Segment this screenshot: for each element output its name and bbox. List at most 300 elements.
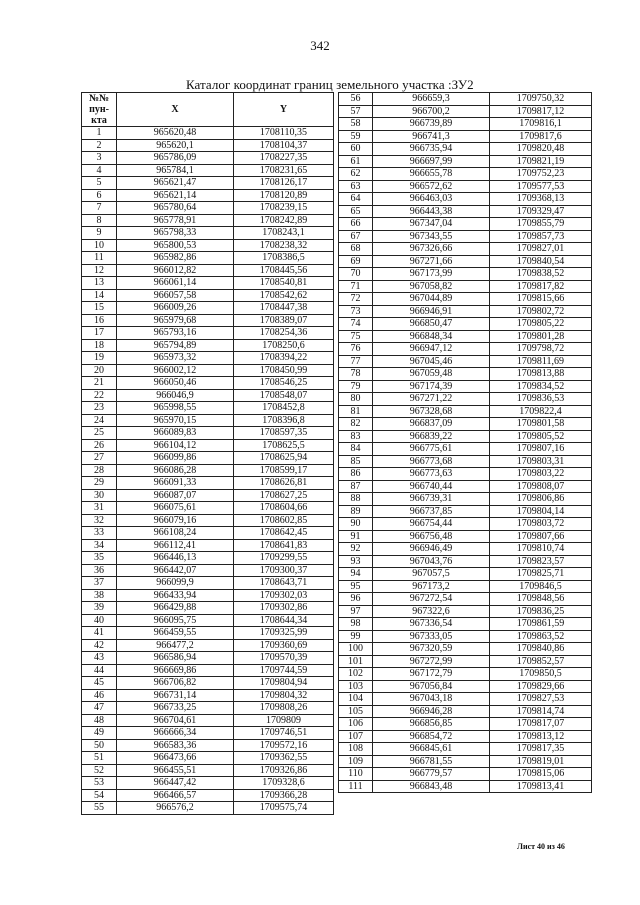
y-coordinate-cell: 1708641,83 xyxy=(234,539,334,552)
x-coordinate-cell: 966731,14 xyxy=(117,689,234,702)
y-coordinate-cell: 1709577,53 xyxy=(490,180,592,193)
y-coordinate-cell: 1708110,35 xyxy=(234,127,334,140)
point-number-cell: 76 xyxy=(339,343,373,356)
table-row xyxy=(339,105,592,118)
x-coordinate-cell: 966087,07 xyxy=(117,489,234,502)
x-coordinate-cell: 966946,28 xyxy=(373,705,490,718)
table-row xyxy=(82,502,334,515)
point-number-cell: 2 xyxy=(82,139,117,152)
point-number-cell: 27 xyxy=(82,452,117,465)
y-coordinate-cell: 1708242,89 xyxy=(234,214,334,227)
y-column-header: Y xyxy=(234,93,334,127)
x-coordinate-cell: 966843,48 xyxy=(373,780,490,793)
point-number-cell: 65 xyxy=(339,205,373,218)
y-coordinate-cell: 1708643,71 xyxy=(234,577,334,590)
point-number-cell: 74 xyxy=(339,318,373,331)
table-row xyxy=(82,664,334,677)
x-coordinate-cell: 966740,44 xyxy=(373,480,490,493)
table-row xyxy=(82,214,334,227)
y-coordinate-cell: 1709803,31 xyxy=(490,455,592,468)
x-coordinate-cell: 966754,44 xyxy=(373,518,490,531)
y-coordinate-cell: 1709746,51 xyxy=(234,727,334,740)
point-number-cell: 5 xyxy=(82,177,117,190)
table-row xyxy=(82,464,334,477)
table-row xyxy=(339,155,592,168)
y-coordinate-cell: 1708625,94 xyxy=(234,452,334,465)
y-coordinate-cell: 1708250,6 xyxy=(234,339,334,352)
point-number-cell: 8 xyxy=(82,214,117,227)
point-number-cell: 91 xyxy=(339,530,373,543)
table-row xyxy=(82,552,334,565)
table-row xyxy=(82,477,334,490)
point-number-cell: 24 xyxy=(82,414,117,427)
point-number-cell: 45 xyxy=(82,677,117,690)
y-coordinate-cell: 1708396,8 xyxy=(234,414,334,427)
sheet-footer: Лист 40 из 46 xyxy=(517,842,565,851)
table-row xyxy=(82,527,334,540)
table-row xyxy=(339,318,592,331)
point-number-cell: 10 xyxy=(82,239,117,252)
table-row xyxy=(82,364,334,377)
y-coordinate-cell: 1709329,47 xyxy=(490,205,592,218)
x-coordinate-cell: 966704,61 xyxy=(117,714,234,727)
point-number-cell: 28 xyxy=(82,464,117,477)
x-coordinate-cell: 967057,5 xyxy=(373,568,490,581)
table-row xyxy=(82,402,334,415)
x-coordinate-cell: 966779,57 xyxy=(373,768,490,781)
table-row xyxy=(339,405,592,418)
table-row xyxy=(82,564,334,577)
x-coordinate-cell: 965979,68 xyxy=(117,314,234,327)
table-row xyxy=(82,514,334,527)
table-row xyxy=(339,443,592,456)
x-coordinate-cell: 965786,09 xyxy=(117,152,234,165)
x-coordinate-cell: 965780,64 xyxy=(117,202,234,215)
x-coordinate-cell: 966429,88 xyxy=(117,602,234,615)
x-coordinate-cell: 967271,66 xyxy=(373,255,490,268)
point-number-cell: 66 xyxy=(339,218,373,231)
y-coordinate-cell: 1709804,14 xyxy=(490,505,592,518)
table-row xyxy=(339,293,592,306)
point-number-cell: 68 xyxy=(339,243,373,256)
point-number-cell: 15 xyxy=(82,302,117,315)
table-row xyxy=(339,555,592,568)
y-coordinate-cell: 1708546,25 xyxy=(234,377,334,390)
point-number-cell: 13 xyxy=(82,277,117,290)
table-row xyxy=(339,580,592,593)
point-number-cell: 3 xyxy=(82,152,117,165)
point-number-cell: 70 xyxy=(339,268,373,281)
table-row xyxy=(82,739,334,752)
y-coordinate-cell: 1709827,01 xyxy=(490,243,592,256)
table-row xyxy=(82,764,334,777)
point-number-cell: 35 xyxy=(82,552,117,565)
table-row xyxy=(339,243,592,256)
table-row xyxy=(82,702,334,715)
table-row xyxy=(339,618,592,631)
table-row xyxy=(339,193,592,206)
x-coordinate-cell: 966775,61 xyxy=(373,443,490,456)
table-row xyxy=(339,218,592,231)
point-number-cell: 82 xyxy=(339,418,373,431)
y-coordinate-cell: 1709861,59 xyxy=(490,618,592,631)
point-number-cell: 110 xyxy=(339,768,373,781)
x-coordinate-cell: 966946,49 xyxy=(373,543,490,556)
y-coordinate-cell: 1709829,66 xyxy=(490,680,592,693)
x-coordinate-cell: 966839,22 xyxy=(373,430,490,443)
table-header-row xyxy=(82,93,334,127)
x-coordinate-cell: 966057,58 xyxy=(117,289,234,302)
table-row xyxy=(339,655,592,668)
y-coordinate-cell: 1709813,88 xyxy=(490,368,592,381)
y-coordinate-cell: 1709575,74 xyxy=(234,802,334,815)
table-row xyxy=(82,189,334,202)
table-row xyxy=(339,93,592,106)
point-number-cell: 105 xyxy=(339,705,373,718)
y-coordinate-cell: 1708227,35 xyxy=(234,152,334,165)
point-number-cell: 59 xyxy=(339,130,373,143)
point-number-cell: 12 xyxy=(82,264,117,277)
y-coordinate-cell: 1708602,85 xyxy=(234,514,334,527)
x-coordinate-cell: 966104,12 xyxy=(117,439,234,452)
point-number-cell: 88 xyxy=(339,493,373,506)
point-number-cell: 9 xyxy=(82,227,117,240)
point-number-cell: 58 xyxy=(339,118,373,131)
point-number-header-line1: №№ xyxy=(88,93,110,104)
table-row xyxy=(339,730,592,743)
x-coordinate-cell: 966850,47 xyxy=(373,318,490,331)
point-number-cell: 73 xyxy=(339,305,373,318)
table-row xyxy=(339,255,592,268)
table-row xyxy=(339,430,592,443)
x-coordinate-cell: 966854,72 xyxy=(373,730,490,743)
table-row xyxy=(82,452,334,465)
y-coordinate-cell: 1709863,52 xyxy=(490,630,592,643)
x-coordinate-cell: 966837,09 xyxy=(373,418,490,431)
y-coordinate-cell: 1708548,07 xyxy=(234,389,334,402)
y-coordinate-cell: 1709801,58 xyxy=(490,418,592,431)
y-coordinate-cell: 1708238,32 xyxy=(234,239,334,252)
x-coordinate-cell: 966773,68 xyxy=(373,455,490,468)
y-coordinate-cell: 1709302,03 xyxy=(234,589,334,602)
point-number-cell: 96 xyxy=(339,593,373,606)
table-row xyxy=(339,705,592,718)
point-number-cell: 47 xyxy=(82,702,117,715)
table-row xyxy=(339,380,592,393)
point-number-cell: 72 xyxy=(339,293,373,306)
y-coordinate-cell: 1708604,66 xyxy=(234,502,334,515)
x-coordinate-cell: 967045,46 xyxy=(373,355,490,368)
point-number-cell: 103 xyxy=(339,680,373,693)
table-row xyxy=(82,202,334,215)
point-number-cell: 49 xyxy=(82,727,117,740)
y-coordinate-cell: 1709802,72 xyxy=(490,305,592,318)
x-coordinate-cell: 966741,3 xyxy=(373,130,490,143)
y-coordinate-cell: 1709838,52 xyxy=(490,268,592,281)
x-coordinate-cell: 966442,07 xyxy=(117,564,234,577)
table-row xyxy=(82,427,334,440)
x-coordinate-cell: 965778,91 xyxy=(117,214,234,227)
y-coordinate-cell: 1709744,59 xyxy=(234,664,334,677)
y-coordinate-cell: 1708243,1 xyxy=(234,227,334,240)
point-number-cell: 79 xyxy=(339,380,373,393)
x-coordinate-cell: 966455,51 xyxy=(117,764,234,777)
point-number-cell: 38 xyxy=(82,589,117,602)
table-row xyxy=(82,127,334,140)
point-number-cell: 95 xyxy=(339,580,373,593)
table-row xyxy=(82,302,334,315)
table-row xyxy=(339,205,592,218)
x-coordinate-cell: 966108,24 xyxy=(117,527,234,540)
x-coordinate-cell: 967347,04 xyxy=(373,218,490,231)
point-number-cell: 30 xyxy=(82,489,117,502)
point-number-cell: 18 xyxy=(82,339,117,352)
table-row xyxy=(82,802,334,815)
x-column-header: X xyxy=(117,93,234,127)
y-coordinate-cell: 1708239,15 xyxy=(234,202,334,215)
y-coordinate-cell: 1709809 xyxy=(234,714,334,727)
point-number-cell: 99 xyxy=(339,630,373,643)
point-number-cell: 22 xyxy=(82,389,117,402)
x-coordinate-cell: 966576,2 xyxy=(117,802,234,815)
table-row xyxy=(339,168,592,181)
x-coordinate-cell: 966112,41 xyxy=(117,539,234,552)
x-coordinate-cell: 966739,31 xyxy=(373,493,490,506)
y-coordinate-cell: 1708389,07 xyxy=(234,314,334,327)
point-number-cell: 29 xyxy=(82,477,117,490)
point-number-cell: 7 xyxy=(82,202,117,215)
table-row xyxy=(82,639,334,652)
y-coordinate-cell: 1709750,32 xyxy=(490,93,592,106)
y-coordinate-cell: 1708540,81 xyxy=(234,277,334,290)
y-coordinate-cell: 1708394,22 xyxy=(234,352,334,365)
x-coordinate-cell: 966473,66 xyxy=(117,752,234,765)
table-row xyxy=(82,714,334,727)
x-coordinate-cell: 965982,86 xyxy=(117,252,234,265)
y-coordinate-cell: 1709325,99 xyxy=(234,627,334,640)
table-row xyxy=(82,789,334,802)
y-coordinate-cell: 1709299,55 xyxy=(234,552,334,565)
table-row xyxy=(82,489,334,502)
x-coordinate-cell: 966443,38 xyxy=(373,205,490,218)
x-coordinate-cell: 967173,99 xyxy=(373,268,490,281)
point-number-cell: 52 xyxy=(82,764,117,777)
y-coordinate-cell: 1709836,53 xyxy=(490,393,592,406)
x-coordinate-cell: 966459,55 xyxy=(117,627,234,640)
point-number-cell: 46 xyxy=(82,689,117,702)
y-coordinate-cell: 1709815,06 xyxy=(490,768,592,781)
table-row xyxy=(82,339,334,352)
x-coordinate-cell: 965620,1 xyxy=(117,139,234,152)
x-coordinate-cell: 965621,47 xyxy=(117,177,234,190)
table-row xyxy=(82,727,334,740)
y-coordinate-cell: 1709813,41 xyxy=(490,780,592,793)
y-coordinate-cell: 1709804,32 xyxy=(234,689,334,702)
table-row xyxy=(339,355,592,368)
y-coordinate-cell: 1709806,86 xyxy=(490,493,592,506)
point-number-cell: 89 xyxy=(339,505,373,518)
y-coordinate-cell: 1709846,5 xyxy=(490,580,592,593)
point-number-cell: 33 xyxy=(82,527,117,540)
table-row xyxy=(339,230,592,243)
x-coordinate-cell: 966733,25 xyxy=(117,702,234,715)
point-number-cell: 42 xyxy=(82,639,117,652)
table-row xyxy=(339,268,592,281)
y-coordinate-cell: 1709840,86 xyxy=(490,643,592,656)
x-coordinate-cell: 966739,89 xyxy=(373,118,490,131)
y-coordinate-cell: 1709820,48 xyxy=(490,143,592,156)
x-coordinate-cell: 966735,94 xyxy=(373,143,490,156)
y-coordinate-cell: 1709822,4 xyxy=(490,405,592,418)
table-row xyxy=(82,539,334,552)
x-coordinate-cell: 965798,33 xyxy=(117,227,234,240)
x-coordinate-cell: 966477,2 xyxy=(117,639,234,652)
x-coordinate-cell: 965621,14 xyxy=(117,189,234,202)
y-coordinate-cell: 1708450,99 xyxy=(234,364,334,377)
point-number-cell: 61 xyxy=(339,155,373,168)
x-coordinate-cell: 967173,2 xyxy=(373,580,490,593)
table-row xyxy=(339,718,592,731)
point-number-cell: 60 xyxy=(339,143,373,156)
x-coordinate-cell: 966086,28 xyxy=(117,464,234,477)
x-coordinate-cell: 966447,42 xyxy=(117,777,234,790)
point-number-cell: 104 xyxy=(339,693,373,706)
y-coordinate-cell: 1709366,28 xyxy=(234,789,334,802)
point-number-cell: 77 xyxy=(339,355,373,368)
table-row xyxy=(82,589,334,602)
x-coordinate-cell: 966061,14 xyxy=(117,277,234,290)
table-row xyxy=(82,152,334,165)
point-number-cell: 37 xyxy=(82,577,117,590)
table-row xyxy=(82,389,334,402)
point-number-cell: 106 xyxy=(339,718,373,731)
x-coordinate-cell: 966572,62 xyxy=(373,180,490,193)
table-row xyxy=(339,593,592,606)
x-coordinate-cell: 967322,6 xyxy=(373,605,490,618)
point-number-cell: 111 xyxy=(339,780,373,793)
point-number-cell: 98 xyxy=(339,618,373,631)
y-coordinate-cell: 1709848,56 xyxy=(490,593,592,606)
y-coordinate-cell: 1709808,07 xyxy=(490,480,592,493)
table-row xyxy=(339,455,592,468)
x-coordinate-cell: 967043,18 xyxy=(373,693,490,706)
y-coordinate-cell: 1709816,1 xyxy=(490,118,592,131)
y-coordinate-cell: 1709823,57 xyxy=(490,555,592,568)
y-coordinate-cell: 1708627,25 xyxy=(234,489,334,502)
x-coordinate-cell: 967174,39 xyxy=(373,380,490,393)
table-row xyxy=(82,277,334,290)
point-number-cell: 107 xyxy=(339,730,373,743)
y-coordinate-cell: 1709817,07 xyxy=(490,718,592,731)
x-coordinate-cell: 966583,36 xyxy=(117,739,234,752)
x-coordinate-cell: 967058,82 xyxy=(373,280,490,293)
y-coordinate-cell: 1708386,5 xyxy=(234,252,334,265)
y-coordinate-cell: 1709328,6 xyxy=(234,777,334,790)
point-number-cell: 25 xyxy=(82,427,117,440)
y-coordinate-cell: 1708599,17 xyxy=(234,464,334,477)
point-number-cell: 93 xyxy=(339,555,373,568)
x-coordinate-cell: 965973,32 xyxy=(117,352,234,365)
y-coordinate-cell: 1708626,81 xyxy=(234,477,334,490)
point-number-cell: 63 xyxy=(339,180,373,193)
table-row xyxy=(339,605,592,618)
x-coordinate-cell: 966095,75 xyxy=(117,614,234,627)
table-row xyxy=(339,743,592,756)
table-row xyxy=(82,414,334,427)
page-number: 342 xyxy=(310,38,330,53)
table-row xyxy=(339,330,592,343)
table-row xyxy=(339,305,592,318)
x-coordinate-cell: 966848,34 xyxy=(373,330,490,343)
y-coordinate-cell: 1709827,53 xyxy=(490,693,592,706)
point-number-cell: 50 xyxy=(82,739,117,752)
point-number-cell: 11 xyxy=(82,252,117,265)
x-coordinate-cell: 966737,85 xyxy=(373,505,490,518)
point-number-cell: 31 xyxy=(82,502,117,515)
x-coordinate-cell: 966012,82 xyxy=(117,264,234,277)
point-number-cell: 1 xyxy=(82,127,117,140)
x-coordinate-cell: 966586,94 xyxy=(117,652,234,665)
point-number-cell: 4 xyxy=(82,164,117,177)
y-coordinate-cell: 1708642,45 xyxy=(234,527,334,540)
point-number-cell: 43 xyxy=(82,652,117,665)
point-number-cell: 86 xyxy=(339,468,373,481)
point-number-cell: 55 xyxy=(82,802,117,815)
x-coordinate-cell: 966756,48 xyxy=(373,530,490,543)
point-number-cell: 16 xyxy=(82,314,117,327)
x-coordinate-cell: 966466,57 xyxy=(117,789,234,802)
x-coordinate-cell: 966075,61 xyxy=(117,502,234,515)
x-coordinate-cell: 966433,94 xyxy=(117,589,234,602)
point-number-cell: 64 xyxy=(339,193,373,206)
x-coordinate-cell: 966669,86 xyxy=(117,664,234,677)
table-row xyxy=(82,614,334,627)
point-number-cell: 19 xyxy=(82,352,117,365)
y-coordinate-cell: 1709817,35 xyxy=(490,743,592,756)
x-coordinate-cell: 966046,9 xyxy=(117,389,234,402)
table-row xyxy=(339,780,592,793)
x-coordinate-cell: 966050,46 xyxy=(117,377,234,390)
point-number-cell: 80 xyxy=(339,393,373,406)
y-coordinate-cell: 1708452,8 xyxy=(234,402,334,415)
x-coordinate-cell: 965998,55 xyxy=(117,402,234,415)
table-row xyxy=(82,652,334,665)
x-coordinate-cell: 965800,53 xyxy=(117,239,234,252)
table-row xyxy=(339,543,592,556)
table-row xyxy=(82,139,334,152)
y-coordinate-cell: 1709811,69 xyxy=(490,355,592,368)
x-coordinate-cell: 966009,26 xyxy=(117,302,234,315)
x-coordinate-cell: 965793,16 xyxy=(117,327,234,340)
y-coordinate-cell: 1708120,89 xyxy=(234,189,334,202)
table-row xyxy=(339,130,592,143)
x-coordinate-cell: 967320,59 xyxy=(373,643,490,656)
y-coordinate-cell: 1709803,22 xyxy=(490,468,592,481)
table-row xyxy=(339,468,592,481)
x-coordinate-cell: 967326,66 xyxy=(373,243,490,256)
x-coordinate-cell: 967172,79 xyxy=(373,668,490,681)
point-number-cell: 44 xyxy=(82,664,117,677)
x-coordinate-cell: 966706,82 xyxy=(117,677,234,690)
table-row xyxy=(339,568,592,581)
y-coordinate-cell: 1709836,25 xyxy=(490,605,592,618)
point-number-cell: 53 xyxy=(82,777,117,790)
table-row xyxy=(82,289,334,302)
point-number-header-line3: кта xyxy=(91,115,107,126)
y-coordinate-cell: 1709752,23 xyxy=(490,168,592,181)
point-number-cell: 48 xyxy=(82,714,117,727)
x-coordinate-cell: 966773,63 xyxy=(373,468,490,481)
